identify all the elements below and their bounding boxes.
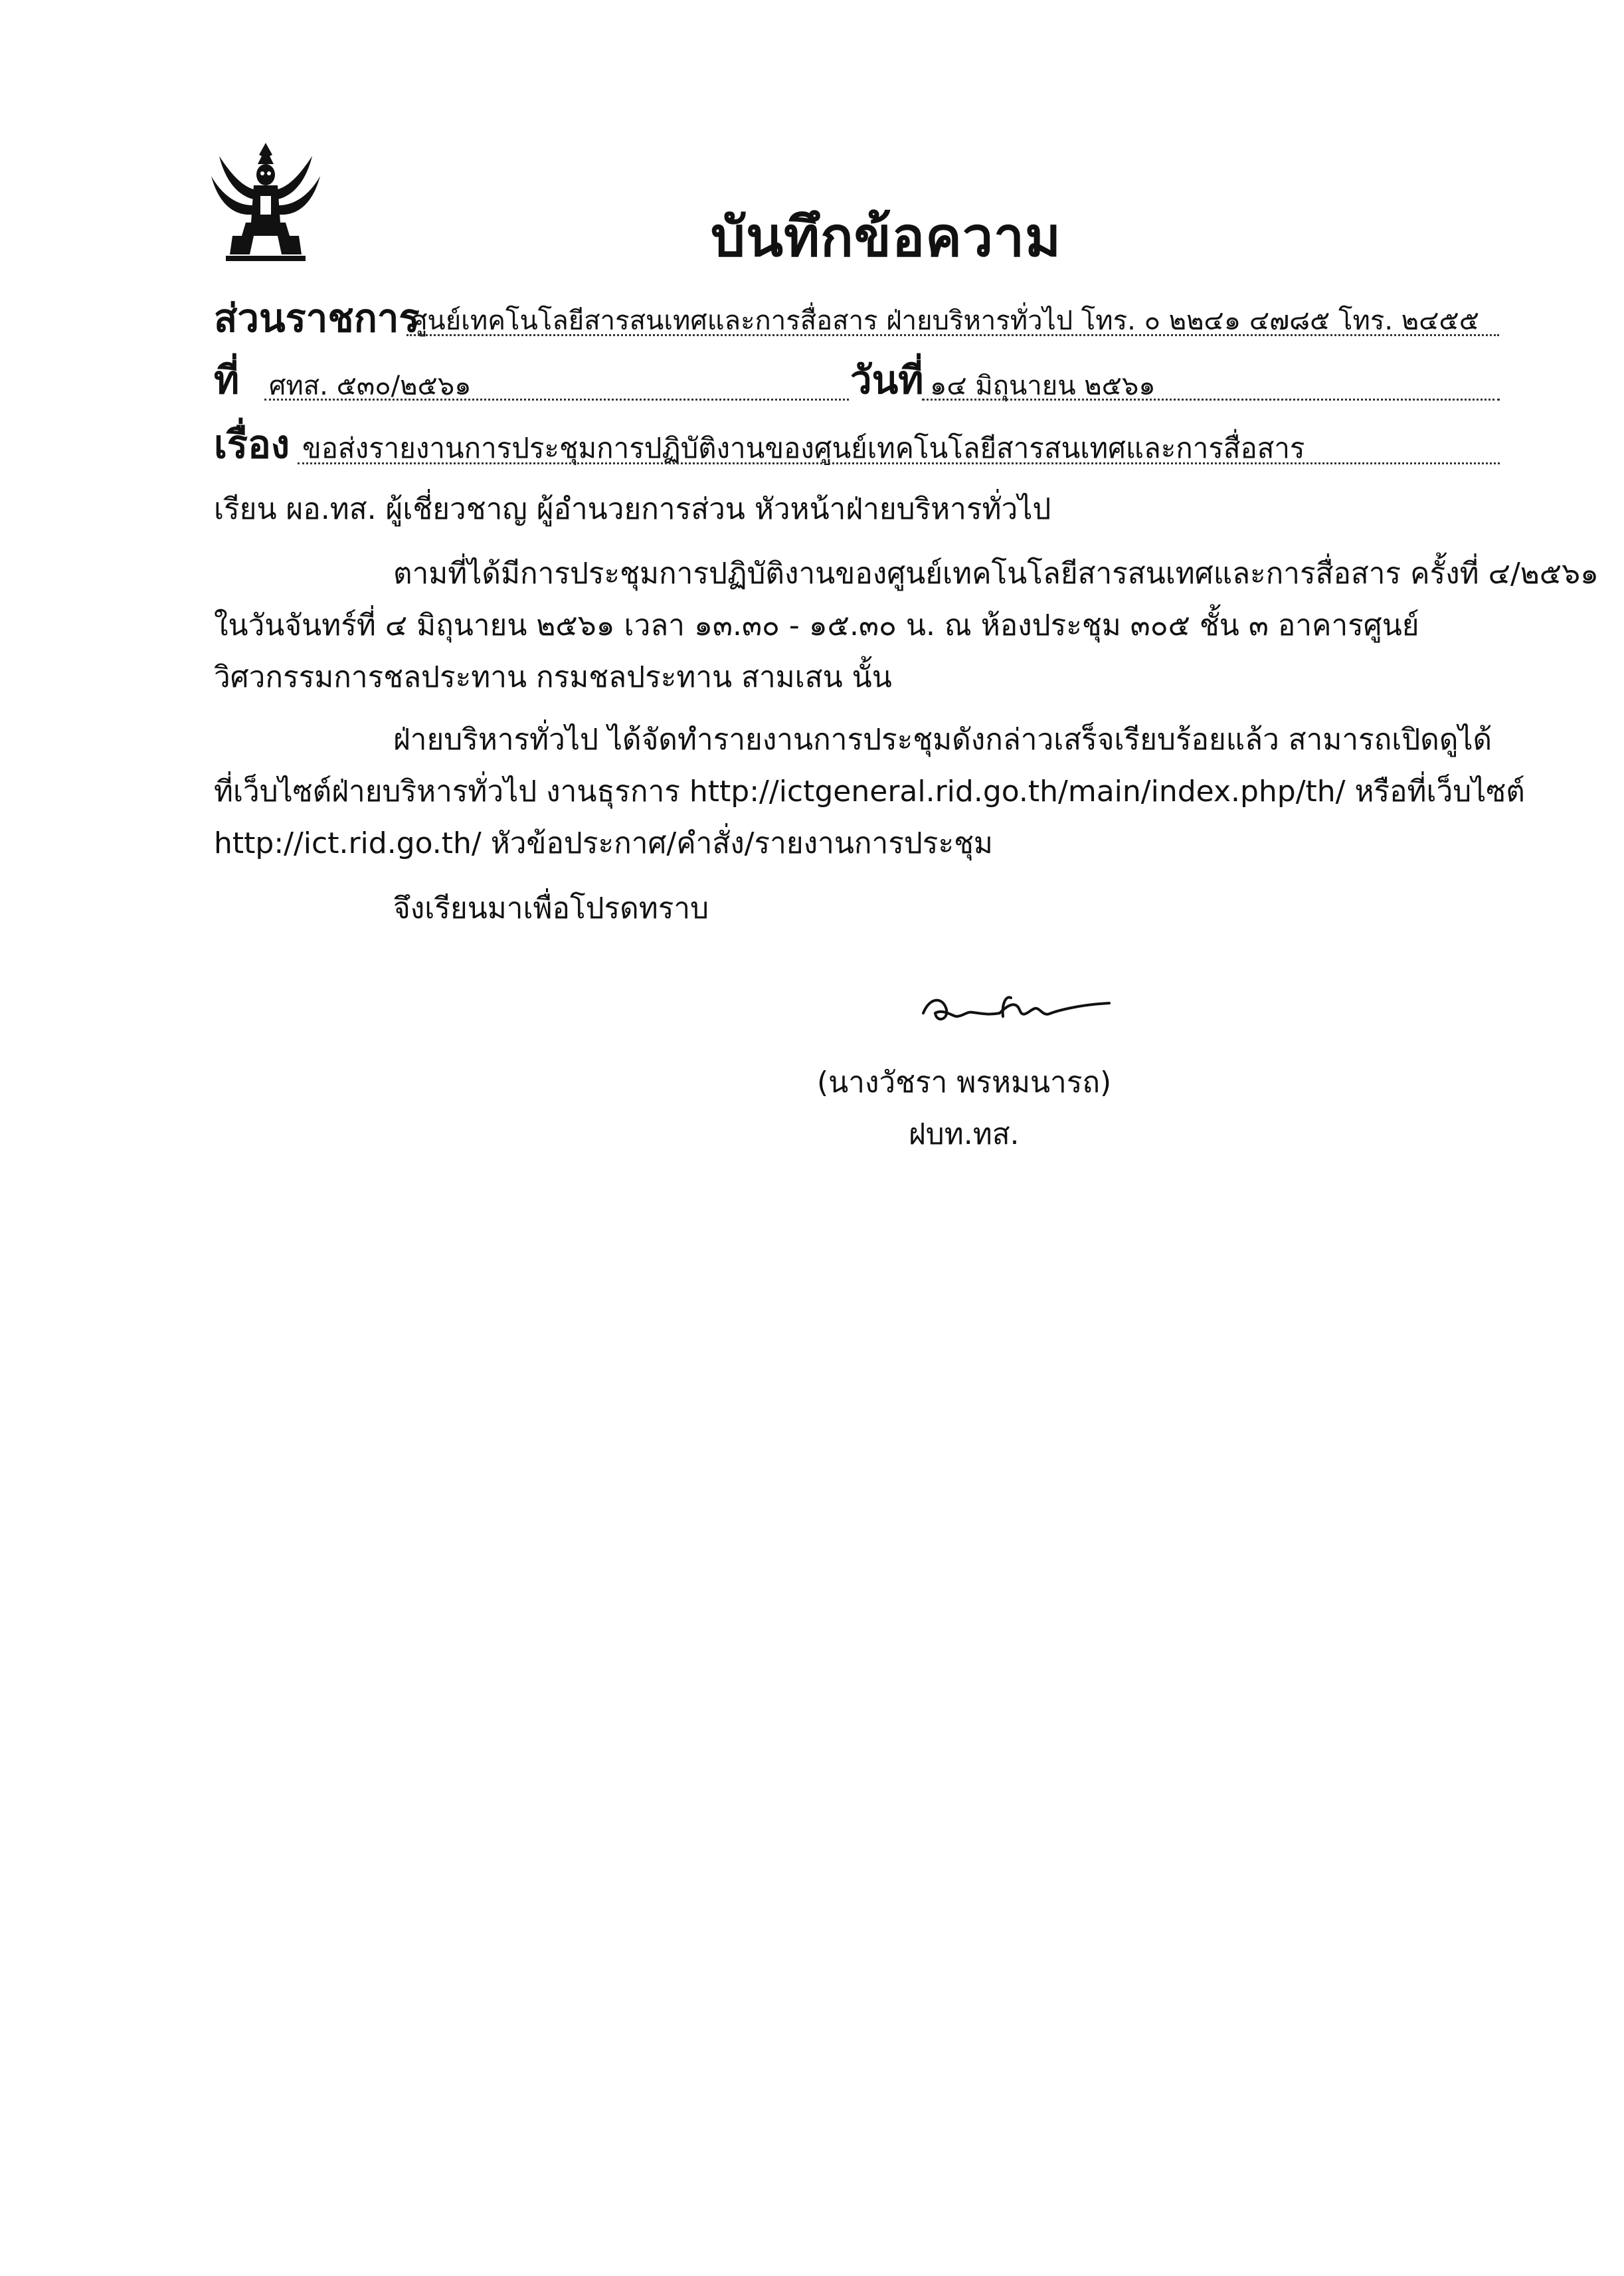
paragraph-1-line-3: วิศวกรรมการชลประทาน กรมชลประทาน สามเสน นั้น (214, 660, 892, 694)
date-dotted-line (922, 399, 1500, 401)
ref-label: ที่ (214, 357, 240, 403)
paragraph-2-line-1: ฝ่ายบริหารทั่วไป ได้จัดทำรายงานการประชุมดังกล่าวเสร็จเรียบร้อยแล้ว สามารถเปิดดูได้ (393, 723, 1492, 757)
paragraph-2-line-2: ที่เว็บไซต์ฝ่ายบริหารทั่วไป งานธุรการ http://ictgeneral.rid.go.th/main/index.php/th/ หรือที่เว็บไซต์ (214, 775, 1525, 808)
signer-name: (นางวัชรา พรหมนารถ) (817, 1066, 1112, 1099)
date-label: วันที่ (850, 357, 924, 403)
signer-position: ฝบท.ทส. (909, 1117, 1020, 1151)
subject-label: เรื่อง (214, 422, 290, 467)
salutation: เรียน ผอ.ทส. ผู้เชี่ยวชาญ ผู้อำนวยการส่วน หัวหน้าฝ่ายบริหารทั่วไป (214, 492, 1051, 526)
department-label: ส่วนราชการ (214, 296, 420, 341)
department-dotted-line (406, 334, 1499, 336)
date-value: ๑๔ มิถุนายน ๒๕๖๑ (930, 371, 1156, 401)
handwritten-signature-icon (917, 983, 1116, 1036)
ref-dotted-line (264, 399, 849, 401)
memo-title: บันทึกข้อความ (711, 206, 1062, 269)
paragraph-1-line-1: ตามที่ได้มีการประชุมการปฏิบัติงานของศูนย์เทคโนโลยีสารสนเทศและการสื่อสาร ครั้งที่ ๔/๒๕๖๑ (393, 557, 1599, 591)
paragraph-1-line-2: ในวันจันทร์ที่ ๔ มิถุนายน ๒๕๖๑ เวลา ๑๓.๓๐ - ๑๕.๓๐ น. ณ ห้องประชุม ๓๐๕ ชั้น ๓ อาคารศูนย์ (214, 609, 1419, 642)
closing-line: จึงเรียนมาเพื่อโปรดทราบ (393, 892, 709, 925)
subject-value: ขอส่งรายงานการประชุมการปฏิบัติงานของศูนย์เทคโนโลยีสารสนเทศและการสื่อสาร (302, 432, 1305, 464)
garuda-emblem-icon (206, 136, 325, 269)
ref-value: ศทส. ๕๓๐/๒๕๖๑ (269, 371, 472, 401)
department-value: ศูนย์เทคโนโลยีสารสนเทศและการสื่อสาร ฝ่ายบริหารทั่วไป โทร. ๐ ๒๒๔๑ ๔๗๘๕ โทร. ๒๔๕๕ (410, 306, 1479, 336)
subject-dotted-line (298, 462, 1500, 464)
paragraph-2-line-3: http://ict.rid.go.th/ หัวข้อประกาศ/คำสั่ง/รายงานการประชุม (214, 826, 993, 860)
